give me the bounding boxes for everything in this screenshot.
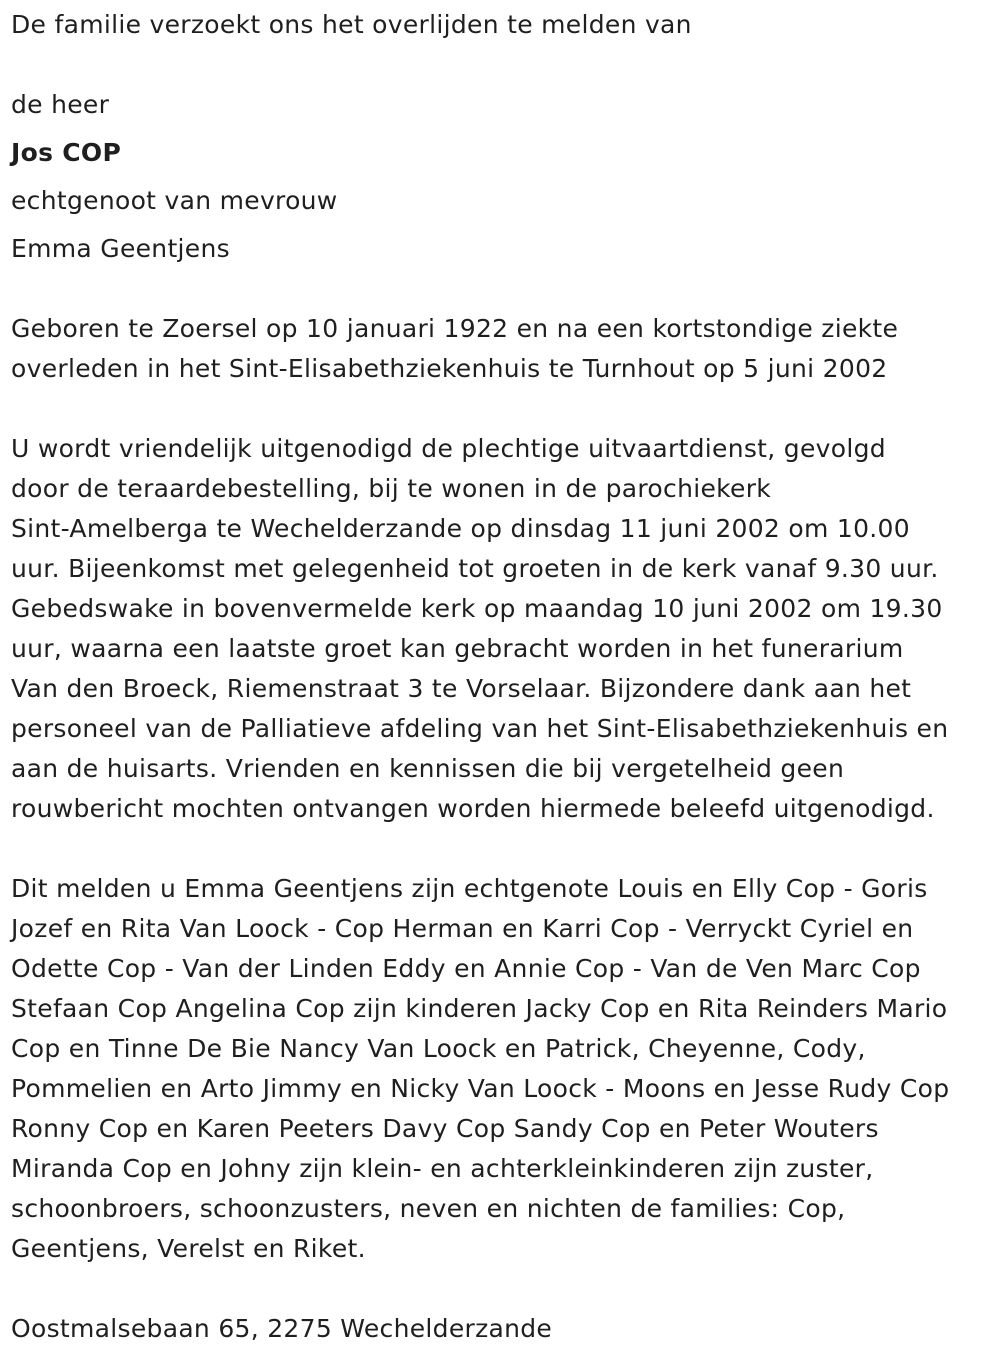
family-line: Cop en Tinne De Bie Nancy Van Loock en Patrick, Cheyenne, Cody, [11,1034,866,1063]
family-line: Odette Cop - Van der Linden Eddy en Annie Cop - Van de Ven Marc Cop [11,954,921,983]
family-line: Pommelien en Arto Jimmy en Nicky Van Loock - Moons en Jesse Rudy Cop [11,1074,950,1103]
family-line: Ronny Cop en Karen Peeters Davy Cop Sandy Cop en Peter Wouters [11,1114,879,1143]
family-line: Geentjens, Verelst en Riket. [11,1234,366,1263]
invitation-line: Sint-Amelberga te Wechelderzande op dinsdag 11 juni 2002 om 10.00 [11,514,910,543]
invitation-line: aan de huisarts. Vrienden en kennissen die bij vergetelheid geen [11,754,845,783]
invitation-line: uur, waarna een laatste groet kan gebracht worden in het funerarium [11,634,904,663]
invitation-line: Van den Broeck, Riemenstraat 3 te Vorselaar. Bijzondere dank aan het [11,674,912,703]
invitation-line: uur. Bijeenkomst met gelegenheid tot groeten in de kerk vanaf 9.30 uur. [11,554,939,583]
deceased-name: Jos COP [11,138,122,167]
family-line: Miranda Cop en Johny zijn klein- en achterkleinkinderen zijn zuster, [11,1154,874,1183]
birth-death-line: Geboren te Zoersel op 10 januari 1922 en na een kortstondige ziekte [11,314,899,343]
address-text: Oostmalsebaan 65, 2275 Wechelderzande [11,1314,553,1343]
family-line: Dit melden u Emma Geentjens zijn echtgenote Louis en Elly Cop - Goris [11,874,928,903]
invitation-line: rouwbericht mochten ontvangen worden hiermede beleefd uitgenodigd. [11,794,935,823]
spouse-name: Emma Geentjens [11,234,230,263]
title-text: de heer [11,90,110,119]
family-line: schoonbroers, schoonzusters, neven en nichten de families: Cop, [11,1194,846,1223]
family-line: Jozef en Rita Van Loock - Cop Herman en Karri Cop - Verryckt Cyriel en [11,914,914,943]
invitation-line: Gebedswake in bovenvermelde kerk op maandag 10 juni 2002 om 19.30 [11,594,943,623]
birth-death-line: overleden in het Sint-Elisabethziekenhuis te Turnhout op 5 juni 2002 [11,354,888,383]
invitation-line: personeel van de Palliatieve afdeling van het Sint-Elisabethziekenhuis en [11,714,949,743]
intro-text: De familie verzoekt ons het overlijden te melden van [11,10,692,39]
family-line: Stefaan Cop Angelina Cop zijn kinderen Jacky Cop en Rita Reinders Mario [11,994,948,1023]
relation-text: echtgenoot van mevrouw [11,186,338,215]
invitation-line: door de teraardebestelling, bij te wonen in de parochiekerk [11,474,772,503]
invitation-line: U wordt vriendelijk uitgenodigd de plechtige uitvaartdienst, gevolgd [11,434,886,463]
